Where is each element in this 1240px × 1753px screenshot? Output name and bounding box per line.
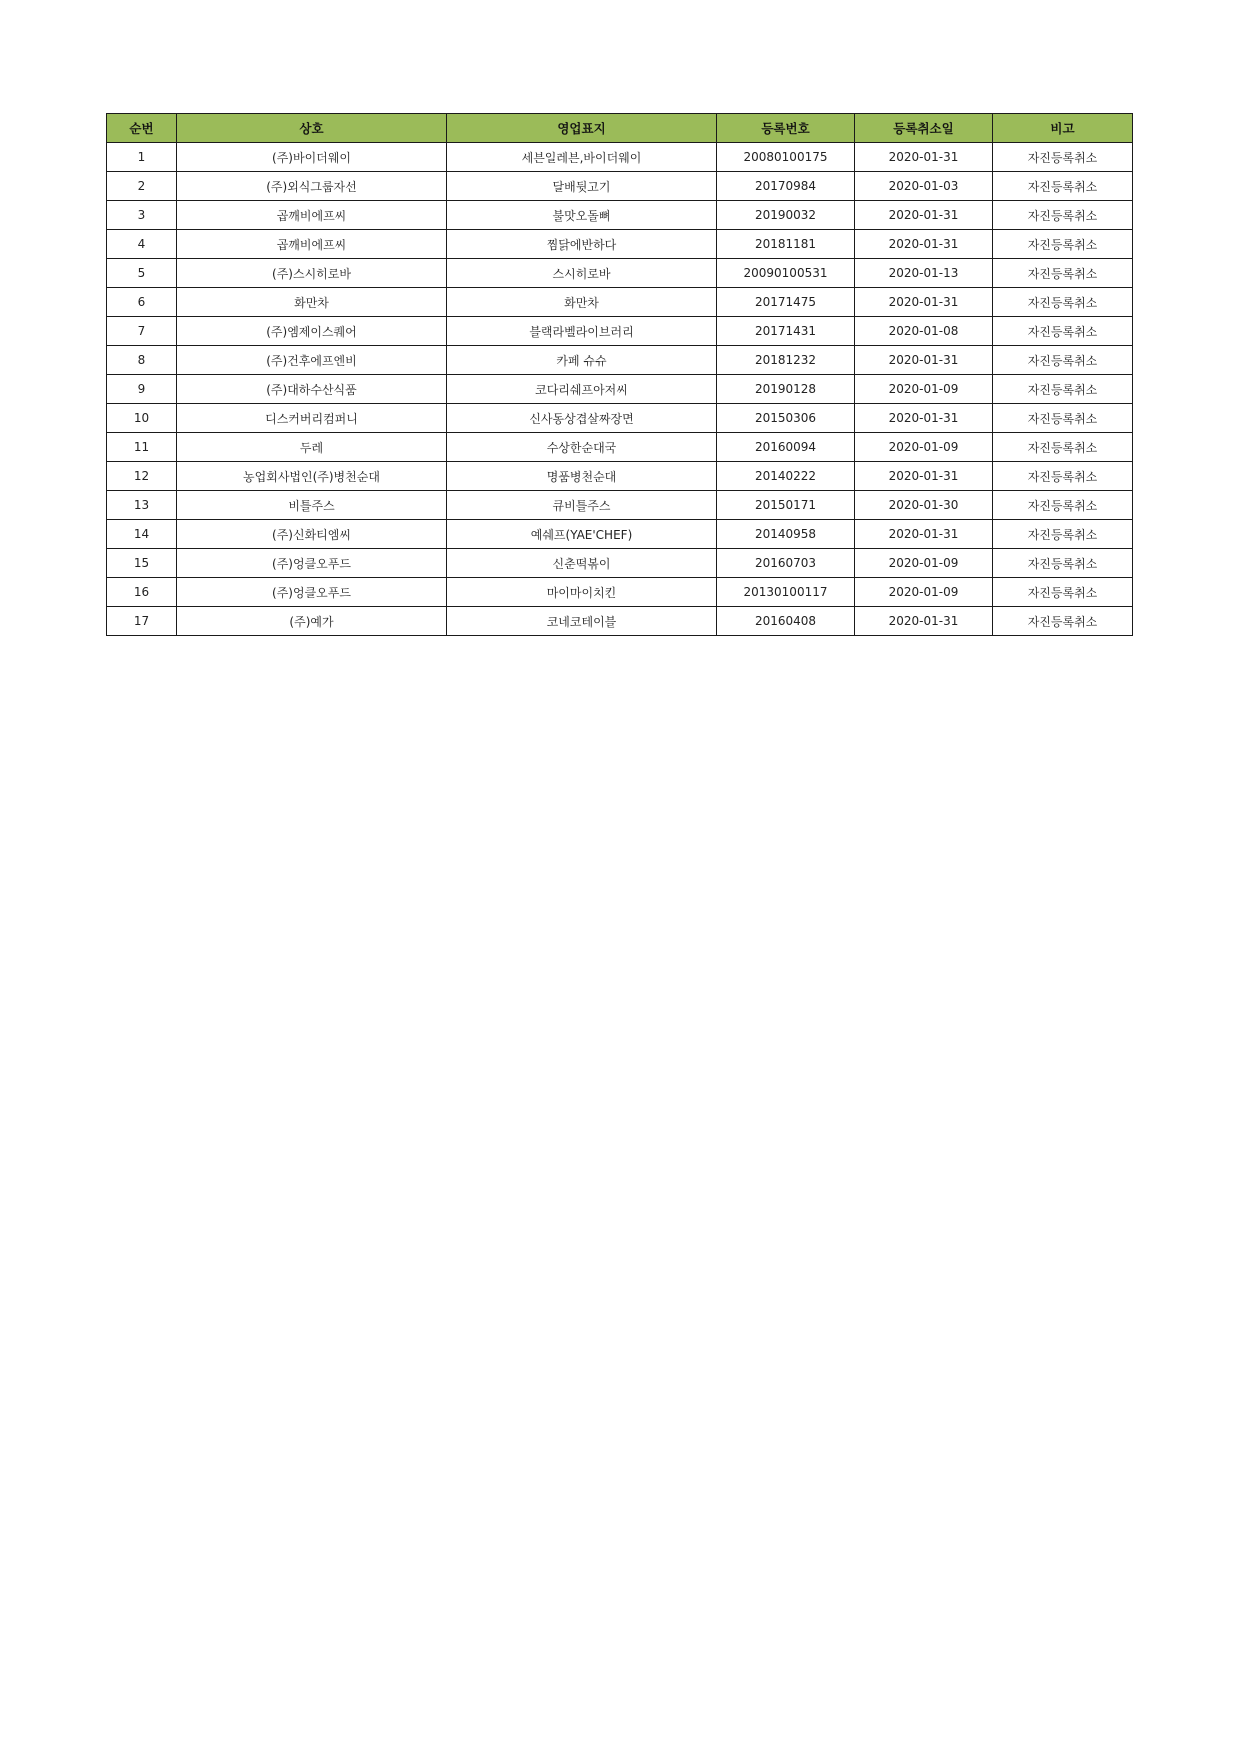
- header-company-name: 상호: [177, 114, 447, 143]
- cell-remarks: 자진등록취소: [993, 143, 1133, 172]
- header-remarks: 비고: [993, 114, 1133, 143]
- cell-seq: 2: [107, 172, 177, 201]
- cell-cancellation-date: 2020-01-31: [855, 462, 993, 491]
- cell-seq: 15: [107, 549, 177, 578]
- cell-remarks: 자진등록취소: [993, 201, 1133, 230]
- table-row: [107, 549, 1133, 578]
- cell-remarks: 자진등록취소: [993, 172, 1133, 201]
- cell-remarks: 자진등록취소: [993, 433, 1133, 462]
- cell-registration-number: 20160408: [717, 607, 855, 636]
- cell-company-name: 농업회사법인(주)병천순대: [177, 462, 447, 491]
- cell-cancellation-date: 2020-01-31: [855, 607, 993, 636]
- table-body: [107, 143, 1133, 636]
- cell-business-mark: 신춘떡볶이: [447, 549, 717, 578]
- cell-registration-number: 20181232: [717, 346, 855, 375]
- cell-registration-number: 20160094: [717, 433, 855, 462]
- cell-registration-number: 20140222: [717, 462, 855, 491]
- table-row: [107, 288, 1133, 317]
- table-row: [107, 520, 1133, 549]
- cell-cancellation-date: 2020-01-31: [855, 143, 993, 172]
- cell-seq: 13: [107, 491, 177, 520]
- cell-company-name: (주)건후에프엔비: [177, 346, 447, 375]
- cell-remarks: 자진등록취소: [993, 607, 1133, 636]
- cell-business-mark: 블랙라벨라이브러리: [447, 317, 717, 346]
- cell-seq: 9: [107, 375, 177, 404]
- cell-company-name: (주)엉클오푸드: [177, 549, 447, 578]
- cell-seq: 8: [107, 346, 177, 375]
- cell-cancellation-date: 2020-01-31: [855, 288, 993, 317]
- table-row: [107, 433, 1133, 462]
- cell-registration-number: 20181181: [717, 230, 855, 259]
- table-row: [107, 462, 1133, 491]
- cell-seq: 12: [107, 462, 177, 491]
- cell-cancellation-date: 2020-01-30: [855, 491, 993, 520]
- cell-company-name: 곱깨비에프씨: [177, 201, 447, 230]
- cell-registration-number: 20140958: [717, 520, 855, 549]
- header-cancellation-date: 등록취소일: [855, 114, 993, 143]
- cell-seq: 6: [107, 288, 177, 317]
- cell-registration-number: 20150306: [717, 404, 855, 433]
- cell-seq: 11: [107, 433, 177, 462]
- table-row: [107, 607, 1133, 636]
- header-seq: 순번: [107, 114, 177, 143]
- table-row: [107, 230, 1133, 259]
- cell-cancellation-date: 2020-01-31: [855, 230, 993, 259]
- cell-seq: 14: [107, 520, 177, 549]
- cell-seq: 17: [107, 607, 177, 636]
- cell-company-name: 비틀주스: [177, 491, 447, 520]
- cell-registration-number: 20170984: [717, 172, 855, 201]
- cell-cancellation-date: 2020-01-09: [855, 375, 993, 404]
- cell-cancellation-date: 2020-01-31: [855, 520, 993, 549]
- cell-company-name: 두레: [177, 433, 447, 462]
- cell-company-name: 화만차: [177, 288, 447, 317]
- cell-remarks: 자진등록취소: [993, 346, 1133, 375]
- cell-seq: 3: [107, 201, 177, 230]
- registration-cancellation-table: [106, 113, 1133, 636]
- table-row: [107, 259, 1133, 288]
- cell-remarks: 자진등록취소: [993, 317, 1133, 346]
- cell-company-name: 곱깨비에프씨: [177, 230, 447, 259]
- cell-company-name: 디스커버리컴퍼니: [177, 404, 447, 433]
- cell-remarks: 자진등록취소: [993, 288, 1133, 317]
- header-row: [107, 114, 1133, 143]
- cell-remarks: 자진등록취소: [993, 375, 1133, 404]
- cell-cancellation-date: 2020-01-09: [855, 578, 993, 607]
- cell-business-mark: 코네코테이블: [447, 607, 717, 636]
- cell-registration-number: 20160703: [717, 549, 855, 578]
- cell-cancellation-date: 2020-01-08: [855, 317, 993, 346]
- cell-company-name: (주)외식그룹자선: [177, 172, 447, 201]
- cell-remarks: 자진등록취소: [993, 230, 1133, 259]
- cell-seq: 5: [107, 259, 177, 288]
- cell-company-name: (주)예가: [177, 607, 447, 636]
- cell-cancellation-date: 2020-01-03: [855, 172, 993, 201]
- cell-business-mark: 예쉐프(YAE'CHEF): [447, 520, 717, 549]
- cell-cancellation-date: 2020-01-09: [855, 433, 993, 462]
- cell-business-mark: 명품병천순대: [447, 462, 717, 491]
- cell-business-mark: 마이마이치킨: [447, 578, 717, 607]
- table-header: [107, 114, 1133, 143]
- cell-company-name: (주)엠제이스퀘어: [177, 317, 447, 346]
- table-row: [107, 317, 1133, 346]
- cell-registration-number: 20090100531: [717, 259, 855, 288]
- cell-remarks: 자진등록취소: [993, 462, 1133, 491]
- cell-business-mark: 세븐일레븐,바이더웨이: [447, 143, 717, 172]
- cell-seq: 7: [107, 317, 177, 346]
- table-row: [107, 375, 1133, 404]
- table-row: [107, 346, 1133, 375]
- cell-cancellation-date: 2020-01-09: [855, 549, 993, 578]
- cell-business-mark: 코다리쉐프아저씨: [447, 375, 717, 404]
- cell-seq: 1: [107, 143, 177, 172]
- table-row: [107, 143, 1133, 172]
- cell-registration-number: 20190128: [717, 375, 855, 404]
- header-business-mark: 영업표지: [447, 114, 717, 143]
- cell-seq: 16: [107, 578, 177, 607]
- cell-company-name: (주)엉클오푸드: [177, 578, 447, 607]
- cell-cancellation-date: 2020-01-31: [855, 201, 993, 230]
- cell-business-mark: 카페 슈슈: [447, 346, 717, 375]
- cell-business-mark: 화만차: [447, 288, 717, 317]
- cell-cancellation-date: 2020-01-31: [855, 404, 993, 433]
- cell-company-name: (주)바이더웨이: [177, 143, 447, 172]
- cell-remarks: 자진등록취소: [993, 549, 1133, 578]
- cell-business-mark: 큐비틀주스: [447, 491, 717, 520]
- table-row: [107, 201, 1133, 230]
- cell-company-name: (주)신화티엠씨: [177, 520, 447, 549]
- cell-cancellation-date: 2020-01-13: [855, 259, 993, 288]
- cell-registration-number: 20130100117: [717, 578, 855, 607]
- cell-business-mark: 스시히로바: [447, 259, 717, 288]
- table-row: [107, 172, 1133, 201]
- cell-seq: 10: [107, 404, 177, 433]
- header-registration-number: 등록번호: [717, 114, 855, 143]
- cell-remarks: 자진등록취소: [993, 491, 1133, 520]
- cell-remarks: 자진등록취소: [993, 259, 1133, 288]
- cell-remarks: 자진등록취소: [993, 520, 1133, 549]
- cell-business-mark: 수상한순대국: [447, 433, 717, 462]
- cell-seq: 4: [107, 230, 177, 259]
- cell-registration-number: 20190032: [717, 201, 855, 230]
- cell-company-name: (주)스시히로바: [177, 259, 447, 288]
- cell-company-name: (주)대하수산식품: [177, 375, 447, 404]
- table-row: [107, 404, 1133, 433]
- cell-remarks: 자진등록취소: [993, 578, 1133, 607]
- cell-business-mark: 신사동상겹살짜장면: [447, 404, 717, 433]
- cell-business-mark: 불맛오돌뼈: [447, 201, 717, 230]
- cell-registration-number: 20171431: [717, 317, 855, 346]
- cell-registration-number: 20080100175: [717, 143, 855, 172]
- table-row: [107, 578, 1133, 607]
- cell-registration-number: 20171475: [717, 288, 855, 317]
- cell-registration-number: 20150171: [717, 491, 855, 520]
- table-row: [107, 491, 1133, 520]
- cell-business-mark: 찜닭에반하다: [447, 230, 717, 259]
- cell-cancellation-date: 2020-01-31: [855, 346, 993, 375]
- cell-business-mark: 달배뒷고기: [447, 172, 717, 201]
- cell-remarks: 자진등록취소: [993, 404, 1133, 433]
